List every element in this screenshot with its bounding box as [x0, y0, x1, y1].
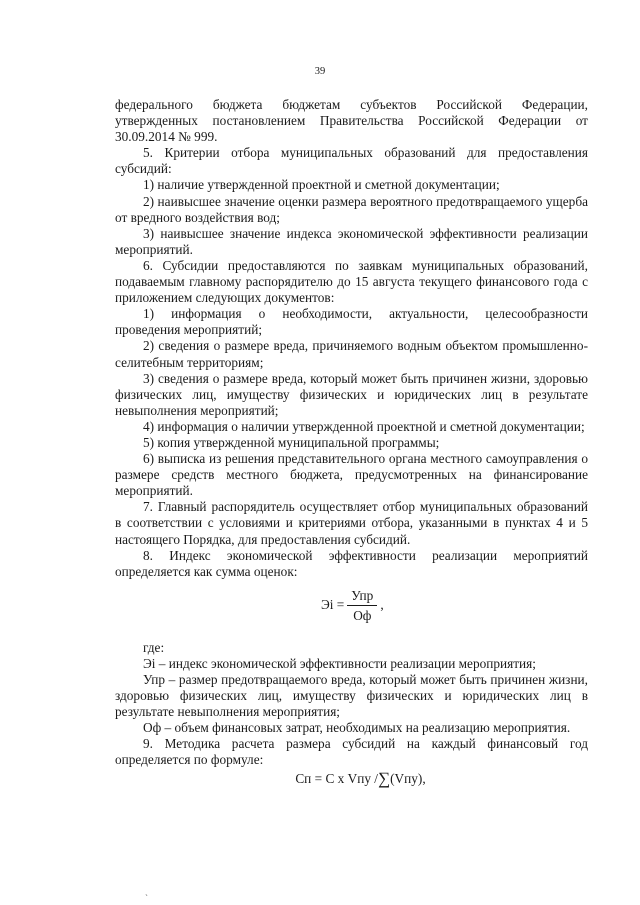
paragraph: федерального бюджета бюджетам субъектов Российской Федерации, утвержденных постановлением Правительства Российской Федерации от 30.09.2014 № 999. [115, 97, 588, 145]
list-item: 5) копия утвержденной муниципальной программы; [143, 434, 440, 450]
list-item: 6) выписка из решения представительного органа местного самоуправления о размере средств местного бюджета, предусмотренных на финансирование мероприятий. [115, 451, 588, 499]
list-item: 1) информация о необходимости, актуальности, целесообразности проведения мероприятий; [115, 306, 588, 338]
formula-right: (Vпу), [390, 770, 426, 786]
list-item: 3) наивысшее значение индекса экономической эффективности реализации мероприятий. [115, 225, 588, 257]
list-item: 2) сведения о размере вреда, причиняемого водным объектом промышленно-селитебным территориям; [115, 338, 588, 370]
formula-denominator: Оф [353, 607, 372, 623]
formula-numerator: Упр [347, 588, 377, 606]
list-item: 2) наивысшее значение оценки размера вероятного предотвращаемого ущерба от вредного воздействия вод; [115, 193, 588, 225]
list-item: 4) информация о наличии утвержденной проектной и сметной документации; [143, 418, 585, 434]
paragraph: 5. Критерии отбора муниципальных образований для предоставления субсидий: [115, 145, 588, 177]
definition: Упр – размер предотвращаемого вреда, который может быть причинен жизни, здоровью физических лиц, имуществу физических и юридических лиц в результате невыполнения мероприятия; [115, 672, 588, 720]
paragraph: 8. Индекс экономической эффективности реализации мероприятий определяется как сумма оценок: [115, 547, 588, 579]
efficiency-formula [115, 580, 588, 640]
subsidy-formula [115, 768, 588, 788]
where-label: где: [143, 639, 165, 655]
paragraph: 7. Главный распорядитель осуществляет отбор муниципальных образований в соответствии с условиями и критериями отбора, указанными в пунктах 4 и 5 настоящего Порядка, для предоставления субсидий. [115, 499, 588, 547]
formula-fraction [347, 588, 377, 623]
scan-mark: ˎ [145, 886, 148, 896]
document-body [115, 97, 588, 787]
sum-symbol: ∑ [378, 768, 391, 788]
list-item: 3) сведения о размере вреда, который может быть причинен жизни, здоровью физических лиц, имуществу физических и юридических лиц в результате невыполнения мероприятий; [115, 370, 588, 418]
definition: Оф – объем финансовых затрат, необходимых на реализацию мероприятия. [143, 720, 571, 736]
paragraph: 9. Методика расчета размера субсидий на каждый финансовый год определяется по формуле: [115, 736, 588, 768]
formula-trailing-comma: , [380, 597, 384, 613]
definition: Эi – индекс экономической эффективности реализации мероприятия; [143, 655, 536, 671]
formula-lhs: Эi = [321, 597, 345, 613]
list-item: 1) наличие утвержденной проектной и сметной документации; [143, 177, 500, 193]
paragraph: 6. Субсидии предоставляются по заявкам муниципальных образований, подаваемым главному распорядителю до 15 августа текущего финансового года с приложением следующих документов: [115, 257, 588, 306]
formula-left: Сп = С х Vпу / [295, 770, 378, 786]
page-number: 39 [314, 66, 326, 77]
